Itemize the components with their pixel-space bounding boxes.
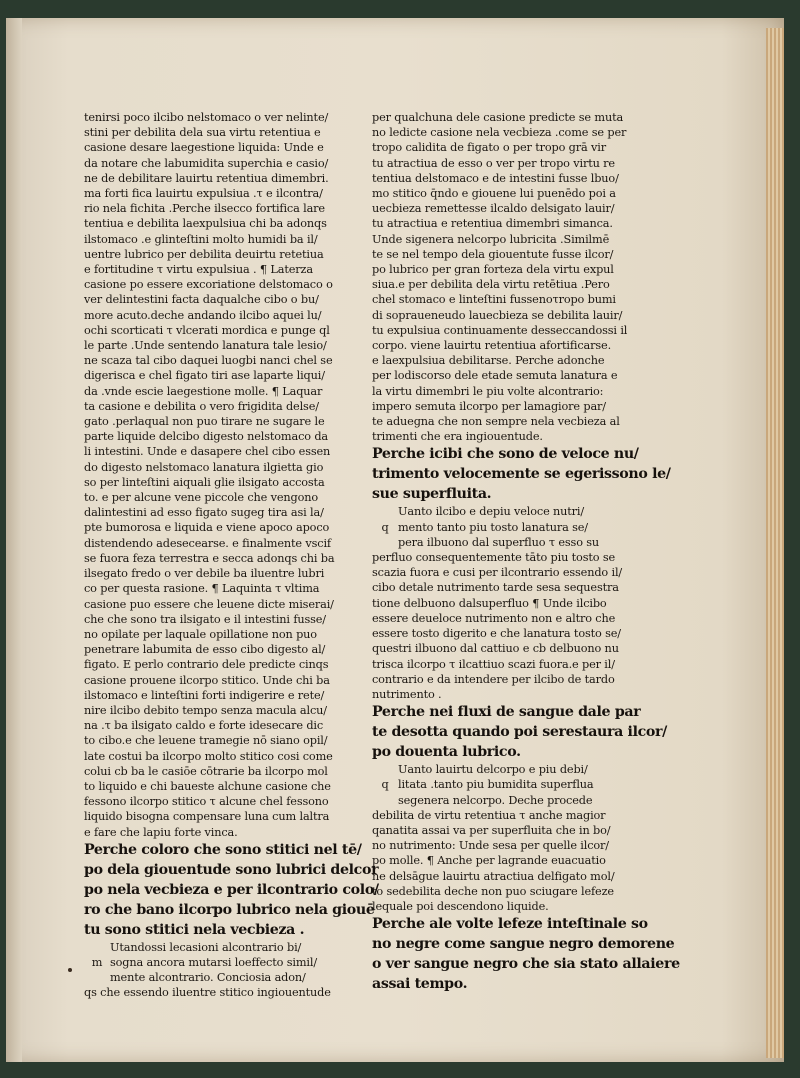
initial-block-line — [372, 793, 648, 808]
chapter-heading-line: Perche ale volte lefeze inteſtinale so — [372, 916, 648, 933]
text-line: casione desare laegestione liquida: Unde e — [84, 141, 324, 155]
text-line: trisca ilcorpo τ ilcattiuo scazi fuora.e per il/ — [372, 657, 615, 671]
text-line: do digesto nelstomaco lanatura ilgietta gio — [84, 460, 324, 474]
text-line: to cibo.e che leuene tramegie nō siano opil/ — [84, 734, 328, 748]
text-line: pte bumorosa e liquida e viene apoco apoco — [84, 521, 330, 535]
initial-block-line — [372, 762, 648, 777]
text-line: nire ilcibo debito tempo senza macula alcu/ — [84, 703, 327, 717]
chapter-heading-line: po douenta lubrico. — [372, 744, 521, 761]
text-line: di sopraueneudo lauecbieza se debilita lauir/ — [372, 308, 623, 322]
text-line: debilita de virtu retentiua τ anche magior — [372, 808, 606, 822]
text-line: pera ilbuono dal superfluo τ esso su — [398, 535, 600, 549]
text-line: digerisca e chel figato tiri ase laparte liqui/ — [84, 369, 325, 383]
text-line: to. e per alcune vene piccole che vengono — [84, 491, 319, 505]
text-line: so per linteſtini aiquali glie ilsigato accosta — [84, 475, 325, 489]
text-line: le parte .Unde sentendo lanatura tale lesio/ — [84, 339, 327, 353]
text-line: ne delsāgue lauirtu atractiua delfigato mol/ — [372, 869, 615, 883]
guide-letter: q — [381, 520, 389, 534]
text-line: per lodiscorso dele etade semuta lanatura e — [372, 369, 618, 383]
text-line: lequale poi descendono liquide. — [372, 899, 549, 913]
text-line: e fortitudine τ virtu expulsiua . ¶ Laterza — [84, 263, 313, 277]
text-line: ver delintestini facta daqualche cibo o bu/ — [84, 293, 319, 307]
initial-block-line — [84, 970, 360, 985]
text-line: parte liquide delcibo digesto nelstomaco da — [84, 430, 329, 444]
chapter-heading-line: o ver sangue negro che sia stato allaiere — [372, 956, 680, 973]
text-line: po molle. ¶ Anche per lagrande euacuatio — [372, 854, 606, 868]
text-line: chel stomaco e linteſtini fussenoτropo bumi — [372, 293, 616, 307]
text-line: te se nel tempo dela giouentute fusse ilcor/ — [372, 247, 614, 261]
text-line: to liquido e chi baueste alchune casione che — [84, 779, 331, 793]
text-line: ne scaza tal cibo daquei luogbi nanci chel se — [84, 354, 333, 368]
chapter-heading-line: po dela giouentude sono lubrici delcor — [84, 861, 379, 878]
text-line: tu atractiua de esso o ver per tropo virtu re — [372, 156, 615, 170]
text-line: perfluo consequentemente tāto piu tosto se — [372, 551, 616, 565]
text-line: trimenti che era ingiouentude. — [372, 430, 543, 444]
page-edge — [766, 28, 784, 1058]
text-line: qs che essendo iluentre stitico ingiouentude — [84, 986, 331, 1000]
text-line: qanatita assai va per superfluita che in bo/ — [372, 823, 611, 837]
text-line: corpo. viene lauirtu retentiua afortificarse. — [372, 339, 612, 353]
text-line: to sedebilita deche non puo sciugare lefeze — [372, 884, 614, 898]
chapter-heading-line: tu sono stitici nela vecbieza . — [84, 921, 305, 938]
text-line: ilstomaco .e glinteſtini molto humidi ba il/ — [84, 232, 318, 246]
text-line: po lubrico per gran forteza dela virtu expul — [372, 263, 614, 277]
text-line: cibo detale nutrimento tarde sesa sequestra — [372, 581, 619, 595]
text-line: mente alcontrario. Conciosia adon/ — [110, 971, 306, 985]
text-line: tropo calidita de figato o per tropo grā vir — [372, 141, 606, 155]
text-line: tu expulsiua continuamente desseccandossi il — [372, 323, 628, 337]
text-line: tu atractiua e retentiua dimembri simanca. — [372, 217, 613, 231]
initial-block-line — [372, 520, 648, 535]
ink-speck — [68, 968, 72, 972]
text-line: essere deueloce nutrimento non e altro che — [372, 611, 616, 625]
text-line: Utandossi lecasioni alcontrario bi/ — [110, 940, 302, 954]
text-line: mento tanto piu tosto lanatura se/ — [398, 520, 588, 534]
text-line: da .vnde escie laegestione molle. ¶ Laquar — [84, 384, 323, 398]
text-line: na .τ ba ilsigato caldo e forte idesecare dic — [84, 719, 324, 733]
text-line: segenera nelcorpo. Deche procede — [398, 793, 593, 807]
text-line: ochi scorticati τ vlcerati mordica e punge ql — [84, 323, 330, 337]
text-line: che che sono tra ilsigato e il intestini fusse/ — [84, 612, 326, 626]
text-line: li intestini. Unde e dasapere chel cibo essen — [84, 445, 331, 459]
chapter-heading-line: assai tempo. — [372, 976, 468, 993]
initial-block-line — [372, 535, 648, 550]
text-line: stini per debilita dela sua virtu retentiua e — [84, 126, 321, 140]
text-line: per qualchuna dele casione predicte se muta — [372, 111, 624, 124]
text-line: liquido bisogna compensare luna cum laltra — [84, 810, 330, 824]
text-line: co per questa rasione. ¶ Laquinta τ vltima — [84, 582, 320, 596]
right-column — [372, 110, 680, 994]
text-line: distendendo adesecearse. e finalmente vscif — [84, 536, 331, 550]
text-line: gato .perlaqual non puo tirare ne sugare le — [84, 415, 325, 429]
text-line: casione po essere excoriatione delstomaco o — [84, 278, 333, 292]
text-line: more acuto.deche andando ilcibo aquei lu/ — [84, 308, 322, 322]
text-line: ma forti fica lauirtu expulsiua .τ e ilcontra/ — [84, 187, 323, 201]
text-line: essere tosto digerito e che lanatura tosto se/ — [372, 627, 621, 641]
text-line: casione puo essere che leuene dicte miserai/ — [84, 597, 334, 611]
text-line: tentiua delstomaco e de intestini fusse lbuo/ — [372, 171, 619, 185]
text-line: e fare che lapiu forte vinca. — [84, 825, 238, 839]
text-line: no ledicte casione nela vecbieza .come se per — [372, 126, 627, 140]
initial-block-line — [84, 940, 360, 955]
text-line: te aduegna che non sempre nela vecbieza al — [372, 415, 620, 429]
text-line: scazia fuora e cusi per ilcontrario essendo il/ — [372, 566, 623, 580]
left-column — [84, 110, 379, 1001]
text-line: contrario e da intendere per ilcibo de tardo — [372, 672, 615, 686]
guide-letter: m — [91, 955, 103, 969]
text-line: no opilate per laquale opillatione non puo — [84, 627, 317, 641]
text-line: uecbieza remettesse ilcaldo delsigato lauir/ — [372, 202, 615, 216]
chapter-heading-line: sue superfluita. — [372, 486, 492, 503]
text-line: Unde sigenera nelcorpo lubricita .Similmē — [372, 232, 610, 246]
page-gutter — [6, 18, 22, 1062]
chapter-heading-line: po nela vecbieza e per ilcontrario colo/ — [84, 881, 379, 898]
text-line: tentiua e debilita laexpulsiua chi ba adonqs — [84, 217, 327, 231]
text-line: tione delbuono dalsuperfluo ¶ Unde ilcibo — [372, 596, 607, 610]
text-line: e laexpulsiua debilitarse. Perche adonche — [372, 354, 605, 368]
text-line: no nutrimento: Unde sesa per quelle ilcor/ — [372, 839, 609, 853]
text-line: litata .tanto piu bumidita superflua — [398, 778, 594, 792]
text-line: se fuora feza terrestra e secca adonqs chi ba — [84, 551, 335, 565]
text-line: rio nela fichita .Perche ilsecco fortifica lare — [84, 202, 325, 216]
text-line: Uanto lauirtu delcorpo e piu debi/ — [398, 763, 588, 777]
text-line: da notare che labumidita superchia e casio/ — [84, 156, 329, 170]
text-line: penetrare labumita de esso cibo digesto al/ — [84, 643, 326, 657]
text-line: siua.e per debilita dela virtu retētiua .Pero — [372, 278, 610, 292]
chapter-heading-line: ro che bano ilcorpo lubrico nela giouē — [84, 901, 375, 918]
text-line: uentre lubrico per debilita deuirtu retetiua — [84, 247, 324, 261]
text-line: ta casione e debilita o vero frigidita delse/ — [84, 399, 319, 413]
text-line: casione prouene ilcorpo stitico. Unde chi ba — [84, 673, 330, 687]
text-line: impero semuta ilcorpo per lamagiore par/ — [372, 399, 606, 413]
chapter-heading-line: te desotta quando poi serestaura ilcor/ — [372, 724, 667, 741]
text-line: colui cb ba le casiōe cōtrarie ba ilcorpo mol — [84, 764, 328, 778]
text-line: ilsegato fredo o ver debile ba iluentre lubri — [84, 567, 325, 581]
chapter-heading-line: Perche icibi che sono de veloce nu/ — [372, 446, 639, 463]
guide-letter: q — [381, 778, 389, 792]
text-line: mo stitico q̄ndo e giouene lui puenēdo poi a — [372, 187, 616, 201]
chapter-heading-line: trimento velocemente se egerissono le/ — [372, 466, 671, 483]
text-line: sogna ancora mutarsi loeffecto simil/ — [110, 955, 317, 969]
text-line: questri ilbuono dal cattiuo e cb delbuono nu — [372, 642, 619, 656]
text-line: nutrimento . — [372, 687, 442, 701]
text-line: ne de debilitare lauirtu retentiua dimembri. — [84, 171, 329, 185]
initial-block-line — [84, 955, 360, 970]
text-line: ilstomaco e linteſtini forti indigerire e rete/ — [84, 688, 325, 702]
text-line: dalintestini ad esso figato sugeg tira asi la/ — [84, 506, 324, 520]
initial-block-line — [372, 504, 648, 519]
chapter-heading-line: no negre come sangue negro demorene — [372, 936, 675, 953]
text-line: tenirsi poco ilcibo nelstomaco o ver nelinte/ — [84, 111, 329, 124]
text-line: late costui ba ilcorpo molto stitico cosi come — [84, 749, 333, 763]
chapter-heading-line: Perche coloro che sono stitici nel tē/ — [84, 841, 362, 858]
text-line: fessono ilcorpo stitico τ alcune chel fessono — [84, 795, 329, 809]
initial-block-line — [372, 777, 648, 792]
text-line: Uanto ilcibo e depiu veloce nutri/ — [398, 505, 585, 519]
chapter-heading-line: Perche nei fluxi de sangue dale par — [372, 704, 641, 721]
text-line: la virtu dimembri le piu volte alcontrario: — [372, 384, 604, 398]
text-line: figato. E perlo contrario dele predicte cinqs — [84, 658, 329, 672]
book-page — [6, 18, 784, 1062]
